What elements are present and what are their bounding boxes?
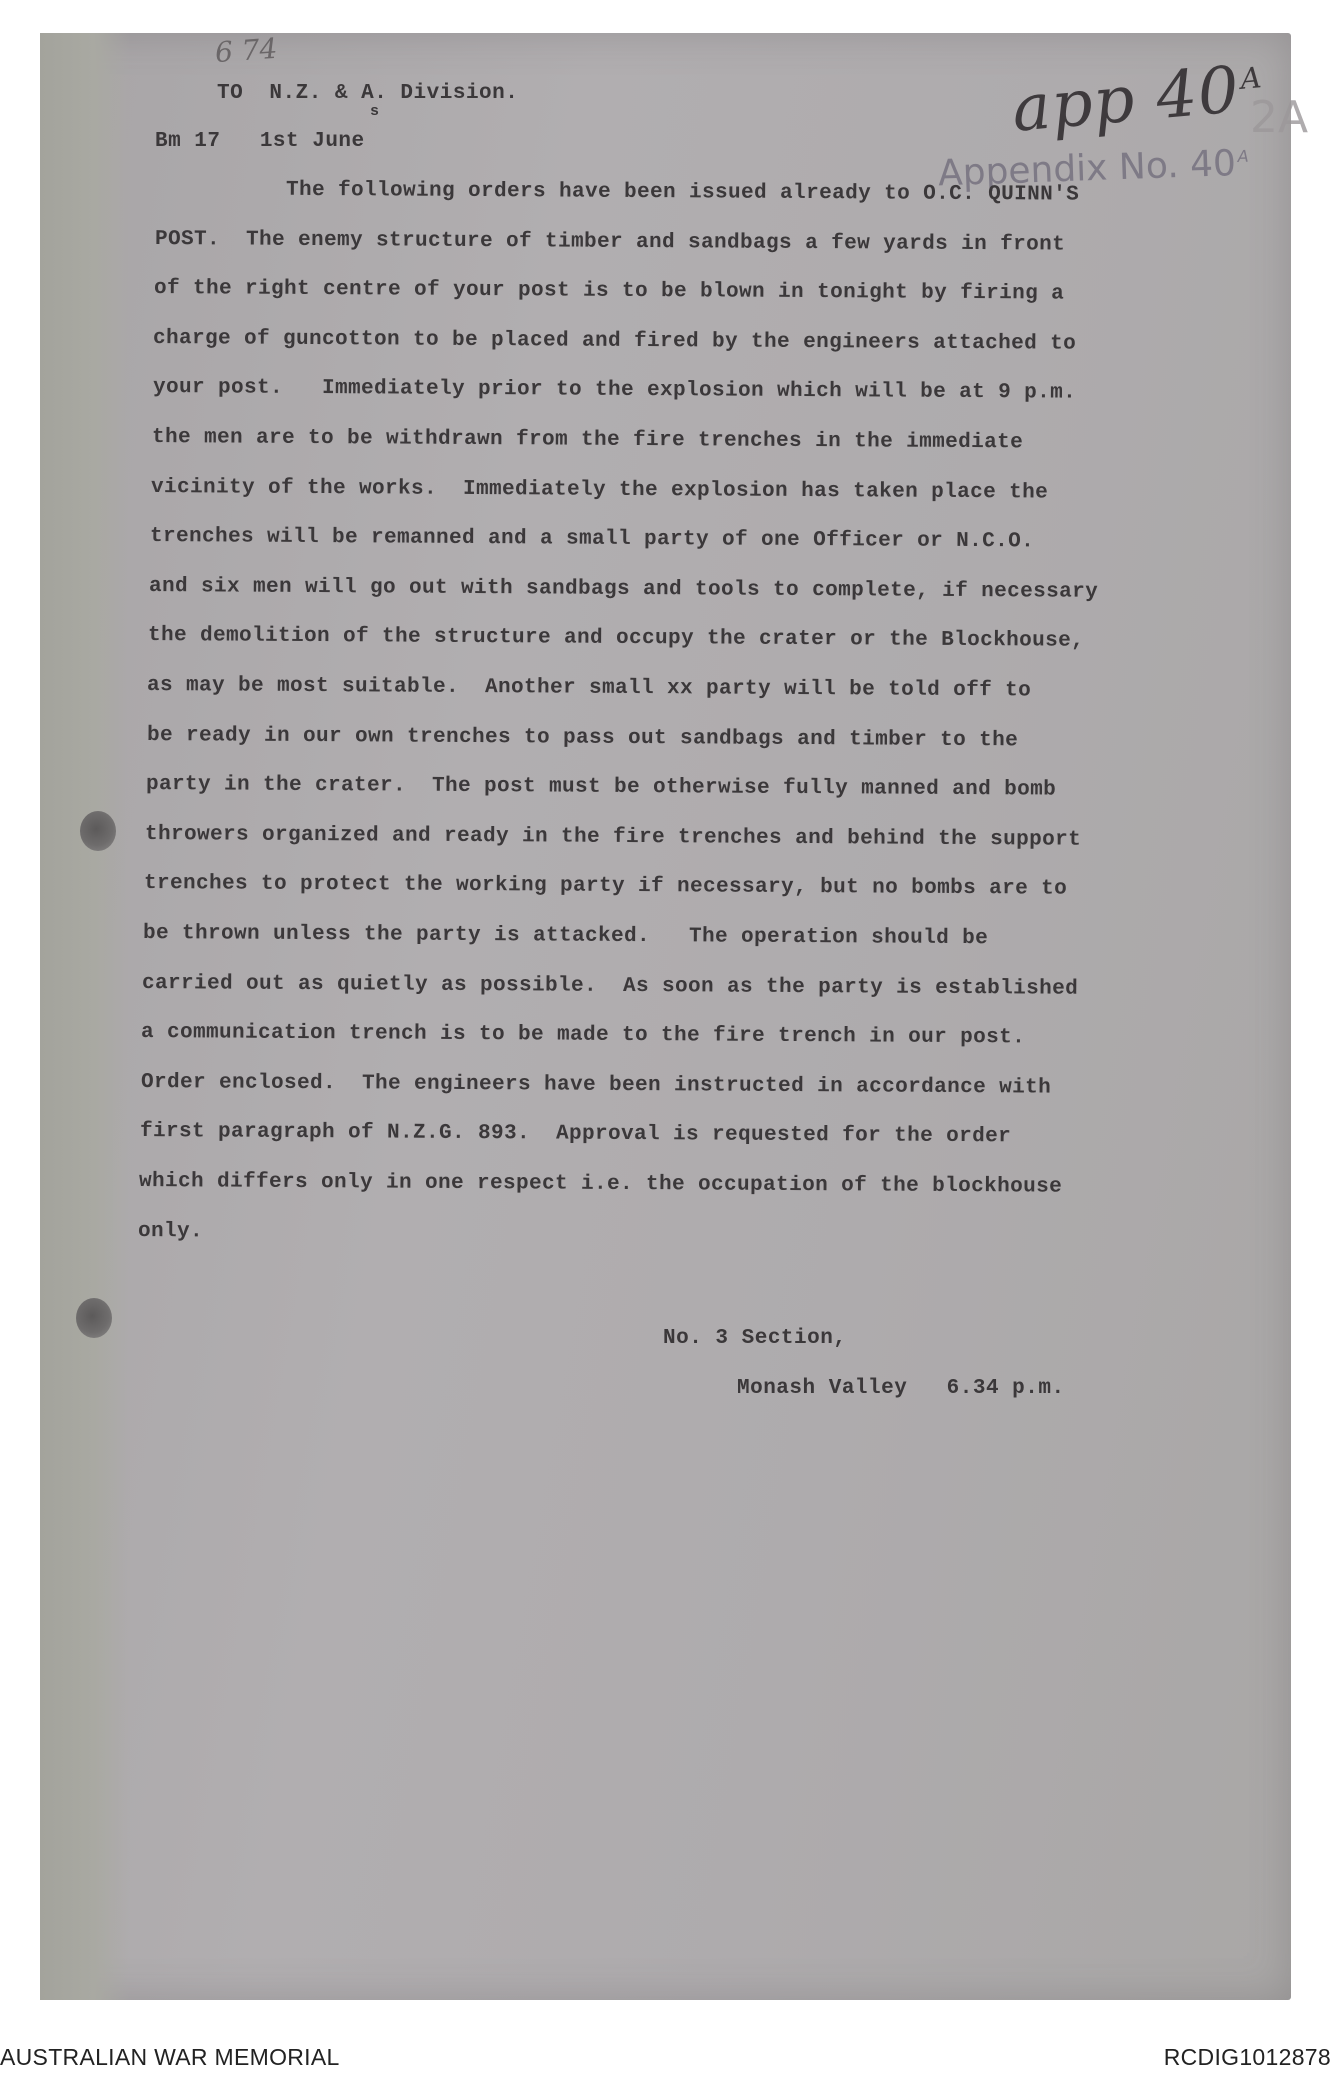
body-line: as may be most suitable. Another small xx party will be told off to [147, 674, 1032, 703]
body-line: carried out as quietly as possible. As soon as the party is established [142, 971, 1079, 1001]
body-line: POST. The enemy structure of timber and sandbags a few yards in front [155, 227, 1066, 257]
footer-record-id: RCDIG1012878 [1163, 2044, 1331, 2070]
body-line: trenches will be remanned and a small party of one Officer or N.C.O. [149, 525, 1035, 554]
body-line: throwers organized and ready in the fire trenches and behind the support [144, 822, 1082, 852]
body-line: trenches to protect the working party if necessary, but no bombs are to [143, 872, 1068, 902]
signature-section: No. 3 Section, [663, 1327, 847, 1350]
body-line: party in the crater. The post must be otherwise fully manned and bomb [145, 773, 1056, 802]
appendix-stamp-sup: A [1237, 146, 1249, 166]
body-line: and six men will go out with sandbags and tools to complete, if necessary [149, 574, 1099, 604]
binding-strip [40, 33, 130, 2000]
signature-location-time: Monash Valley 6.34 p.m. [737, 1377, 1065, 1400]
body-line: of the right centre of your post is to be blown in tonight by firing a [154, 277, 1065, 306]
top-handwritten-scribble: 6 74 [213, 31, 279, 70]
body-line: charge of guncotton to be placed and fired by the engineers attached to [153, 326, 1077, 356]
body-line: be thrown unless the party is attacked. The operation should be [143, 922, 989, 951]
body-line: first paragraph of N.Z.G. 893. Approval is requested for the order [139, 1120, 1011, 1149]
body-line: the demolition of the structure and occupy the crater or the Blockhouse, [148, 624, 1085, 654]
punch-hole-lower [76, 1298, 112, 1338]
header-to-line: TO N.Z. & A. Division. [217, 82, 519, 105]
punch-hole-upper [80, 811, 116, 851]
body-line: be ready in our own trenches to pass out sandbags and timber to the [146, 723, 1018, 752]
body-line: your post. Immediately prior to the explosion which will be at 9 p.m. [152, 376, 1076, 406]
footer-institution: AUSTRALIAN WAR MEMORIAL [0, 2044, 340, 2070]
handwritten-app-text: app 40 [1009, 53, 1243, 147]
body-line: only. [137, 1219, 204, 1243]
appendix-stamp-text: Appendix No. 40 [937, 143, 1237, 195]
body-line: Order enclosed. The engineers have been instructed in accordance with [140, 1070, 1051, 1100]
handwritten-app-sup: A [1239, 59, 1264, 96]
body-line: the men are to be withdrawn from the fire trenches in the immediate [151, 426, 1023, 455]
body-line: The following orders have been issued already to O.C. QUINN'S [155, 178, 1080, 207]
corner-number: 2A [1250, 92, 1309, 143]
body-line: a communication trench is to be made to the fire trench in our post. [141, 1021, 1026, 1050]
body-line: which differs only in one respect i.e. the occupation of the blockhouse [138, 1170, 1063, 1199]
body-line: vicinity of the works. Immediately the explosion has taken place the [150, 475, 1049, 505]
header-reference-line: Bm 17 1st June [155, 130, 365, 153]
header-superscript: s [370, 103, 380, 120]
